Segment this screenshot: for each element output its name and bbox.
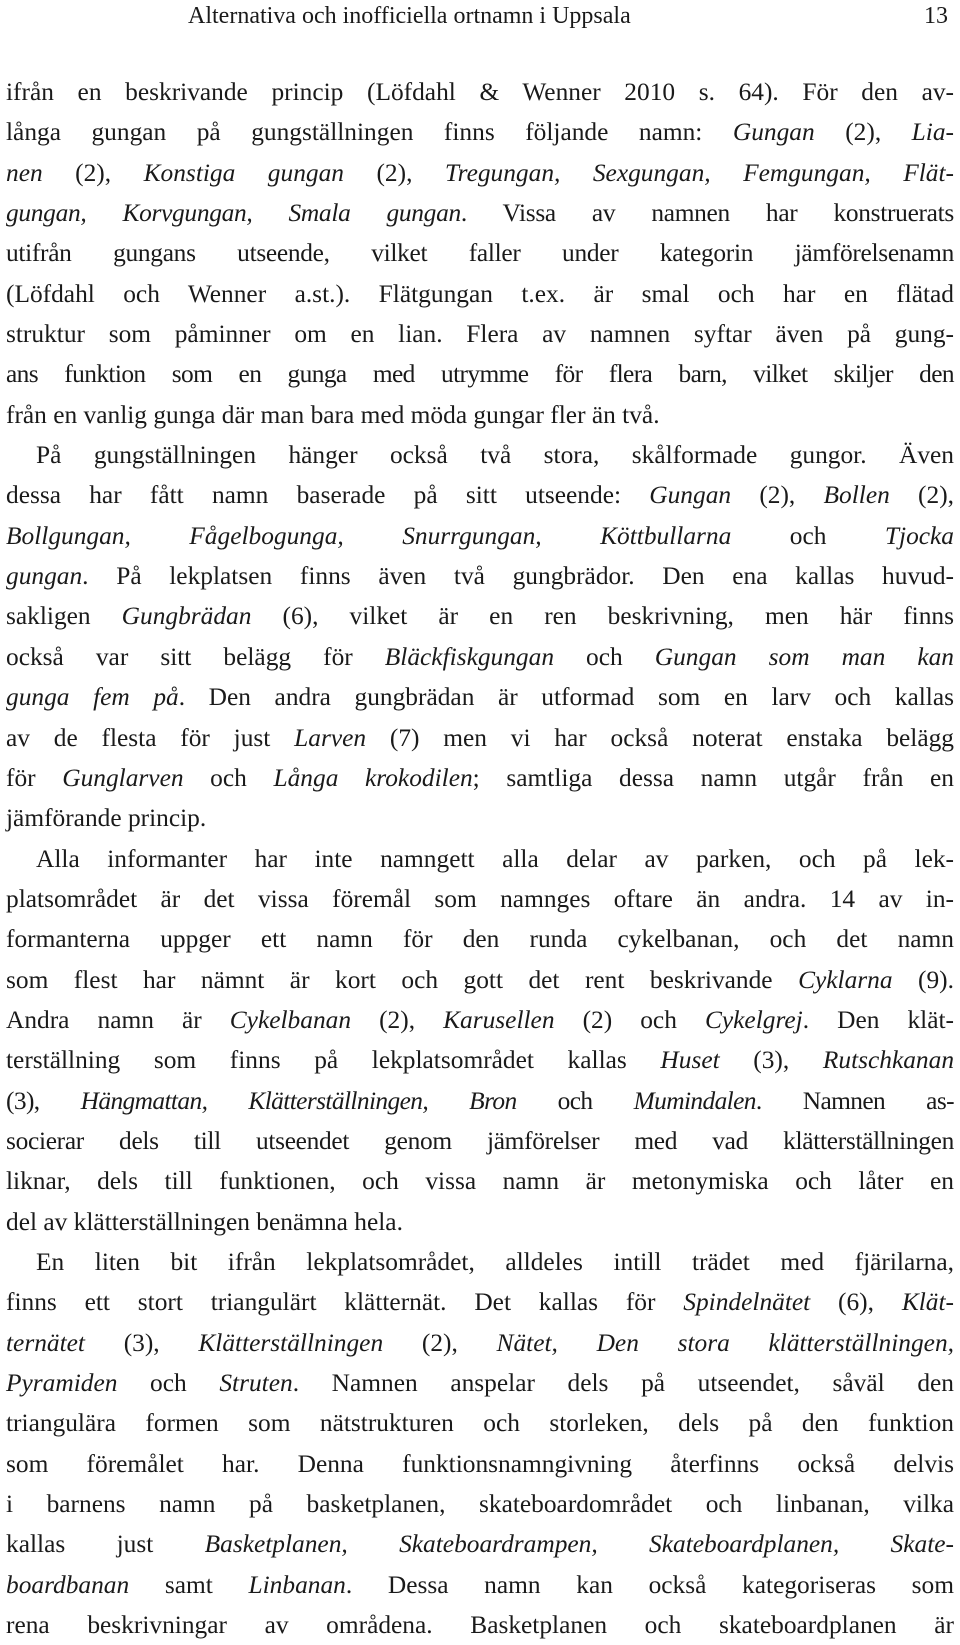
italic-name: Bollgungan, Fågelbogunga, Snurrgungan, Köttbullarna [6, 521, 732, 550]
italic-name: gungan [6, 562, 83, 591]
text-line [6, 879, 954, 919]
italic-name: gungan, Korvgungan, Smala gungan [6, 199, 461, 228]
text-line [6, 718, 954, 758]
text-segment: för [6, 763, 63, 792]
text-segment: . Dessa namn kan också kategoriseras som [345, 1570, 954, 1599]
text-segment: (2), [42, 158, 144, 187]
text-segment: från en vanlig gunga där man bara med möda gungar fler än två. [6, 400, 660, 429]
text-segment: (2), [731, 481, 824, 510]
italic-name: Spindelnätet [683, 1288, 811, 1317]
text-line [6, 1605, 954, 1645]
text-segment: och [516, 1086, 634, 1115]
italic-name: ternätet [6, 1328, 85, 1357]
text-segment: och [554, 642, 655, 671]
text-line [6, 1484, 954, 1524]
text-segment: (2), [889, 481, 955, 510]
text-segment: (2), [814, 118, 912, 147]
text-segment: . Namnen as- [755, 1086, 954, 1115]
text-line [6, 516, 954, 556]
text-segment: i barnens namn på basketplanen, skateboardområdet och linbanan, vilka [6, 1490, 954, 1519]
text-line [6, 677, 954, 717]
italic-name: Bläckfiskgungan [384, 642, 555, 671]
text-line [6, 153, 954, 193]
italic-name: gunga fem på [6, 683, 179, 712]
text-line [6, 354, 954, 394]
text-segment: långa gungan på gungställningen finns följande namn: [6, 118, 733, 147]
text-segment: som flest har nämnt är kort och gott det rent beskrivande [6, 965, 799, 994]
italic-name: Bollen [823, 481, 890, 510]
text-line [6, 1565, 954, 1605]
italic-name: Rutschkanan [822, 1046, 955, 1075]
text-segment: På gungställningen hänger också två stora, skålformade gungor. Även [36, 441, 954, 470]
text-line [6, 637, 954, 677]
text-segment: jämförande princip. [6, 804, 207, 833]
text-line [6, 1403, 954, 1443]
text-segment: samt [129, 1570, 249, 1599]
italic-name: Hängmattan, Klätterställningen, Bron [80, 1086, 517, 1115]
italic-name: Huset [660, 1046, 720, 1075]
text-segment: sakligen [6, 602, 122, 631]
text-line [6, 1202, 954, 1242]
italic-name: Basketplanen, Skateboardrampen, Skateboardplanen, Skate- [204, 1530, 954, 1559]
italic-name: Mumindalen [633, 1086, 756, 1115]
text-line [6, 758, 954, 798]
text-segment: (Löfdahl och Wenner a.st.). Flätgungan t.ex. är smal och har en flätad [6, 279, 954, 308]
italic-name: Gungan som man kan [654, 642, 955, 671]
text-segment: (6), [810, 1288, 902, 1317]
text-line [6, 1323, 954, 1363]
italic-name: Konstiga gungan [143, 158, 344, 187]
italic-name: Gungan [649, 481, 732, 510]
text-segment: (3), [6, 1086, 81, 1115]
text-segment: också var sitt belägg för [6, 642, 385, 671]
italic-name: Struten [219, 1369, 293, 1397]
text-line [6, 475, 954, 515]
text-segment: . På lekplatsen finns även två gungbrädor. Den ena kallas huvud- [82, 562, 954, 591]
text-line [6, 435, 954, 475]
text-line [6, 395, 954, 435]
italic-name: Gungan [732, 118, 815, 147]
italic-name: Lia- [911, 118, 954, 147]
text-segment: (6), vilket är en ren beskrivning, men här finns [251, 602, 954, 631]
text-segment: del av klätterställningen benämna hela. [6, 1207, 403, 1236]
text-segment: utifrån gungans utseende, vilket faller under kategorin jämförelsenamn [6, 239, 954, 268]
text-line [6, 960, 954, 1000]
text-line [6, 556, 954, 596]
italic-name: boardbanan [6, 1570, 130, 1599]
text-segment: liknar, dels till funktionen, och vissa namn är metonymiska och låter en [6, 1167, 954, 1196]
text-line [6, 1282, 954, 1322]
text-segment: terställning som finns på lekplatsområdet kallas [6, 1046, 661, 1075]
text-line [6, 193, 954, 233]
text-segment: dessa har fått namn baserade på sitt utseende: [6, 481, 650, 510]
italic-name: nen [6, 158, 43, 187]
italic-name: Cykelgrej [704, 1005, 803, 1034]
text-segment: ans funktion som en gunga med utrymme för flera barn, vilket skiljer den [6, 360, 954, 389]
text-segment: kallas just [6, 1530, 205, 1559]
text-segment: och [117, 1369, 220, 1397]
text-line [6, 233, 954, 273]
text-segment: finns ett stort triangulärt klätternät. Det kallas för [6, 1288, 684, 1317]
text-line [6, 1161, 954, 1201]
text-line [6, 112, 954, 152]
italic-name: Tregungan, Sexgungan, Femgungan, Flät- [444, 158, 954, 187]
italic-name: Cykelbanan [229, 1005, 352, 1034]
text-segment: rena beskrivningar av områdena. Basketplanen och skateboardplanen är [6, 1611, 954, 1640]
italic-name: Karusellen [443, 1005, 555, 1034]
text-line [6, 1363, 954, 1403]
running-head-title: Alternativa och inofficiella ortnamn i Uppsala [188, 3, 631, 29]
text-segment: av de flesta för just [6, 723, 295, 752]
text-segment: och [731, 521, 885, 550]
text-segment: Alla informanter har inte namngett alla delar av parken, och på lek- [36, 844, 954, 873]
text-line [6, 1040, 954, 1080]
italic-name: Tjocka [884, 521, 954, 550]
text-segment: och [183, 763, 274, 792]
text-segment: ifrån en beskrivande princip (Löfdahl & Wenner 2010 s. 64). För den av- [6, 78, 954, 106]
text-segment: platsområdet är det vissa föremål som namnges oftare än andra. 14 av in- [6, 884, 954, 913]
text-line [6, 798, 954, 838]
text-line [6, 1524, 954, 1564]
text-segment: (2), [343, 158, 445, 187]
italic-name: Larven [294, 723, 367, 752]
text-segment: ; samtliga dessa namn utgår från en [472, 763, 954, 792]
italic-name: Nätet, Den stora klätterställningen, [496, 1328, 954, 1357]
text-segment: . Namnen anspelar dels på utseendet, såväl den [292, 1369, 954, 1397]
page-number: 13 [924, 3, 948, 29]
text-line [6, 839, 954, 879]
text-segment: (3), [84, 1328, 199, 1357]
text-segment: En liten bit ifrån lekplatsområdet, alldeles intill trädet med fjärilarna, [36, 1247, 954, 1276]
text-segment: (7) men vi har också noterat enstaka belägg [366, 723, 955, 752]
italic-name: Gungbrädan [121, 602, 252, 631]
text-line [6, 596, 954, 636]
text-segment: (2), [383, 1328, 497, 1357]
text-line [6, 314, 954, 354]
text-line [6, 1242, 954, 1282]
text-line [6, 72, 954, 112]
italic-name: Långa krokodilen [273, 763, 473, 792]
text-line [6, 1121, 954, 1161]
body-text [6, 72, 954, 1645]
text-segment: formanterna uppger ett namn för den runda cykelbanan, och det namn [6, 925, 954, 954]
italic-name: Cyklarna [798, 965, 893, 994]
text-segment: (2) och [554, 1005, 705, 1034]
text-segment: som föremålet har. Denna funktionsnamngivning återfinns också delvis [6, 1449, 954, 1478]
text-line [6, 274, 954, 314]
text-segment: (3), [719, 1046, 823, 1075]
text-segment: (9). [892, 965, 954, 994]
text-line [6, 919, 954, 959]
italic-name: Gunglarven [62, 763, 184, 792]
italic-name: Pyramiden [6, 1369, 118, 1397]
text-segment: . Den klät- [802, 1005, 954, 1034]
text-segment: . Den andra gungbrädan är utformad som en larv och kallas [178, 683, 954, 712]
text-segment: struktur som påminner om en lian. Flera av namnen syftar även på gung- [6, 320, 954, 349]
text-line [6, 1000, 954, 1040]
text-line [6, 1081, 954, 1121]
text-segment: triangulära formen som nätstrukturen och storleken, dels på den funktion [6, 1409, 954, 1438]
text-segment: (2), [351, 1005, 444, 1034]
text-segment: Andra namn är [6, 1005, 230, 1034]
italic-name: Klät- [901, 1288, 955, 1317]
italic-name: Linbanan [248, 1570, 346, 1599]
text-line [6, 1444, 954, 1484]
text-segment: socierar dels till utseendet genom jämförelser med vad klätterställningen [6, 1126, 954, 1155]
italic-name: Klätterställningen [198, 1328, 384, 1357]
text-segment: . Vissa av namnen har konstruerats [460, 199, 954, 228]
